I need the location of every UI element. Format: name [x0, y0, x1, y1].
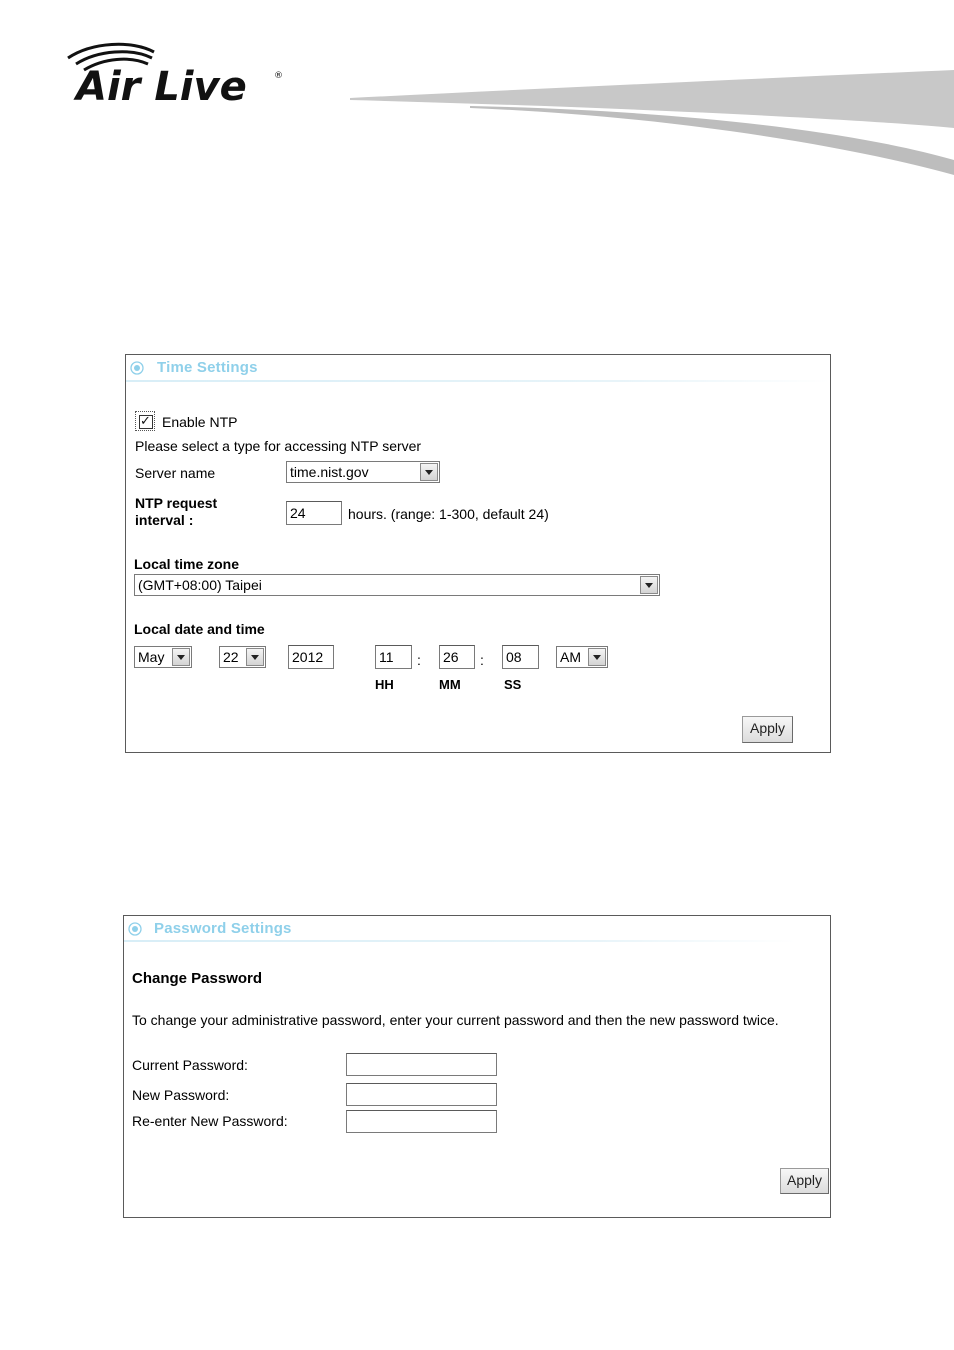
minute-input[interactable]: 26	[439, 645, 475, 669]
time-zone-value: (GMT+08:00) Taipei	[138, 577, 262, 593]
ntp-type-prompt: Please select a type for accessing NTP server	[135, 438, 422, 454]
chevron-down-icon[interactable]	[588, 648, 606, 666]
target-circle-icon	[128, 922, 142, 936]
ampm-value: AM	[560, 649, 581, 665]
new-password-label: New Password:	[132, 1087, 230, 1103]
month-select[interactable]	[134, 646, 192, 668]
title-divider	[126, 380, 830, 382]
password-apply-button[interactable]: Apply	[780, 1168, 829, 1194]
ntp-interval-label: NTP request interval :	[135, 495, 218, 528]
second-input[interactable]: 08	[502, 645, 539, 669]
current-password-label: Current Password:	[132, 1057, 248, 1073]
hh-label: HH	[375, 677, 394, 692]
day-select[interactable]	[219, 646, 266, 668]
ntp-interval-input[interactable]: 24	[286, 501, 342, 525]
server-name-label: Server name	[135, 465, 216, 481]
svg-text:®: ®	[274, 71, 283, 81]
change-password-heading: Change Password	[132, 970, 263, 987]
title-divider	[124, 940, 796, 942]
chevron-down-icon[interactable]	[246, 648, 264, 666]
month-value: May	[138, 649, 165, 665]
ss-label: SS	[504, 677, 522, 692]
panel-title: Time Settings	[157, 359, 258, 376]
password-settings-panel	[123, 915, 831, 1218]
chevron-down-icon[interactable]	[420, 463, 438, 481]
panel-title: Password Settings	[154, 920, 292, 937]
time-settings-panel	[125, 354, 831, 753]
time-zone-select[interactable]	[134, 574, 660, 596]
ampm-select[interactable]	[556, 646, 608, 668]
password-instructions: To change your administrative password, enter your current password and then the new password twice.	[132, 1012, 779, 1028]
chevron-down-icon[interactable]	[172, 648, 190, 666]
local-date-time-label: Local date and time	[134, 621, 265, 637]
chevron-down-icon[interactable]	[640, 576, 658, 594]
time-apply-button[interactable]: Apply	[742, 716, 793, 743]
new-password-input[interactable]	[346, 1083, 497, 1106]
time-separator: :	[417, 652, 421, 668]
hour-input[interactable]: 11	[375, 645, 412, 669]
server-name-value: time.nist.gov	[290, 464, 369, 480]
time-separator: :	[480, 652, 484, 668]
current-password-input[interactable]	[346, 1053, 497, 1076]
reenter-password-input[interactable]	[346, 1110, 497, 1133]
target-circle-icon	[130, 361, 144, 375]
svg-text:Air Live: Air Live	[76, 64, 247, 110]
server-name-select[interactable]	[286, 461, 440, 483]
airlive-logo	[62, 40, 292, 110]
ntp-interval-hint: hours. (range: 1-300, default 24)	[348, 506, 549, 522]
enable-ntp-label: Enable NTP	[162, 414, 238, 430]
day-value: 22	[223, 649, 239, 665]
year-input[interactable]: 2012	[288, 645, 334, 669]
header-swoosh-decoration	[350, 60, 954, 180]
mm-label: MM	[439, 677, 461, 692]
enable-ntp-checkbox[interactable]	[135, 411, 155, 431]
reenter-password-label: Re-enter New Password:	[132, 1113, 288, 1129]
local-time-zone-label: Local time zone	[134, 556, 240, 572]
